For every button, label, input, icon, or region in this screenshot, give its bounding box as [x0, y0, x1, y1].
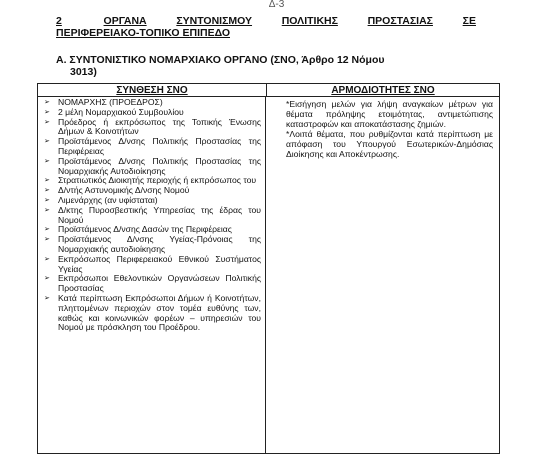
- composition-member-text: Προϊστάμενος Δ/νσης Υγείας-Πρόνοιας της Νομαρχιακής αυτοδιοίκησης: [58, 234, 261, 254]
- heading-word: ΟΡΓΑΝΑ: [103, 15, 147, 27]
- section-heading: [56, 15, 476, 39]
- table-header-row: [38, 84, 499, 97]
- list-item: [44, 206, 261, 226]
- arrow-bullet-icon: ➢: [44, 138, 50, 146]
- arrow-bullet-icon: ➢: [44, 196, 50, 204]
- arrow-bullet-icon: ➢: [44, 108, 50, 116]
- composition-member-text: Δ/ντής Αστυνομικής Δ/νσης Νομού: [58, 185, 190, 196]
- composition-list: [38, 97, 266, 453]
- composition-member-text: Προϊστάμενος Δ/νσης Πολιτικής Προστασίας της Περιφέρειας: [58, 136, 261, 156]
- sno-table: [37, 83, 500, 454]
- list-item: [44, 157, 261, 177]
- arrow-bullet-icon: ➢: [44, 187, 50, 195]
- section-heading-line2: ΠΕΡΙΦΕΡΕΙΑΚΟ-ΤΟΠΙΚΟ ΕΠΙΠΕΔΟ: [56, 27, 230, 39]
- page-number: Δ-3: [268, 0, 285, 10]
- list-item: [44, 118, 261, 138]
- list-item: [44, 294, 261, 333]
- list-item: [44, 274, 261, 294]
- composition-member-text: Δ/κτης Πυροσβεστικής Υπηρεσίας της έδρας του Νομού: [58, 204, 261, 225]
- arrow-bullet-icon: ➢: [44, 99, 50, 106]
- responsibilities-column-header: ΑΡΜΟΔΙΟΤΗΤΕΣ ΣΝΟ: [331, 84, 435, 96]
- composition-member-text: Εκπρόσωποι Εθελοντικών Οργανώσεων Πολιτικής Προστασίας: [58, 273, 261, 294]
- composition-column-header: ΣΥΝΘΕΣΗ ΣΝΟ: [38, 84, 267, 96]
- arrow-bullet-icon: ➢: [44, 236, 50, 244]
- subsection-heading-line1: Α. ΣΥΝΤΟΝΙΣΤΙΚΟ ΝΟΜΑΡΧΙΑΚΟ ΟΡΓΑΝΟ (ΣΝΟ, Άρθρο 12 Νόμου: [56, 54, 385, 66]
- arrow-bullet-icon: ➢: [44, 226, 50, 234]
- composition-member-text: Λιμενάρχης (αν υφίσταται): [58, 194, 158, 205]
- arrow-bullet-icon: ➢: [44, 177, 50, 185]
- composition-member-text: Εκπρόσωπος Περιφερειακού Εθνικού Συστήματος Υγείας: [58, 253, 261, 274]
- responsibilities-list: [266, 97, 499, 453]
- responsibility-paragraph: *Λοιπά θέματα, που ρυθμίζονται κατά περίπτωση με απόφαση του Υπουργού Εσωτερικών-Δημόσιας Διοίκησης και Αποκέντρωσης.: [286, 129, 493, 159]
- list-item: [44, 255, 261, 275]
- composition-member-text: Πρόεδρος ή εκπρόσωπος της Τοπικής Ένωσης Δήμων & Κοινοτήτων: [58, 116, 261, 137]
- arrow-bullet-icon: ➢: [44, 294, 50, 302]
- arrow-bullet-icon: ➢: [44, 118, 50, 126]
- arrow-bullet-icon: ➢: [44, 157, 50, 165]
- section-number: 2: [56, 15, 62, 27]
- composition-member-text: 2 μέλη Νομαρχιακού Συμβουλίου: [58, 106, 184, 117]
- composition-member-text: Κατά περίπτωση Εκπρόσωποι Δήμων ή Κοινοτήτων, πληττομένων περιοχών στον τομέα ευθύνης των, καθώς και κοινωνικών φορέων – υπηρεσιών του Νομού με πρόσκληση του Προέδρου.: [58, 292, 261, 333]
- arrow-bullet-icon: ➢: [44, 206, 50, 214]
- subsection-heading-line2: 3013): [70, 66, 97, 78]
- heading-word: ΠΟΛΙΤΙΚΗΣ: [281, 15, 338, 27]
- composition-member-text: Στρατιωτικός Διοικητής περιοχής ή εκπρόσωπος του: [58, 175, 257, 186]
- composition-member-text: Προϊστάμενος Δ/νσης Δασών της Περιφέρειας: [58, 224, 232, 235]
- list-item: [44, 235, 261, 255]
- list-item: [44, 137, 261, 157]
- heading-word: ΣΕ: [462, 15, 476, 27]
- arrow-bullet-icon: ➢: [44, 275, 50, 283]
- heading-word: ΣΥΝΤΟΝΙΣΜΟΥ: [176, 15, 253, 27]
- heading-word: ΠΡΟΣΤΑΣΙΑΣ: [367, 15, 433, 27]
- table-body: [38, 97, 499, 453]
- section-heading-line1: [56, 15, 476, 27]
- arrow-bullet-icon: ➢: [44, 255, 50, 263]
- subsection-heading: [56, 54, 486, 78]
- composition-member-text: Προϊστάμενος Δ/νσης Πολιτικής Προστασίας της Νομαρχιακής Αυτοδιοίκησης: [58, 155, 261, 176]
- composition-member-text: ΝΟΜΑΡΧΗΣ (ΠΡΟΕΔΡΟΣ): [58, 97, 163, 107]
- responsibility-paragraph: *Εισήγηση μελών για λήψη αναγκαίων μέτρων για θέματα πρόληψης ετοιμότητας, αντιμετώπισης καταστροφών και αποκατάστασης ζημιών.: [286, 99, 493, 129]
